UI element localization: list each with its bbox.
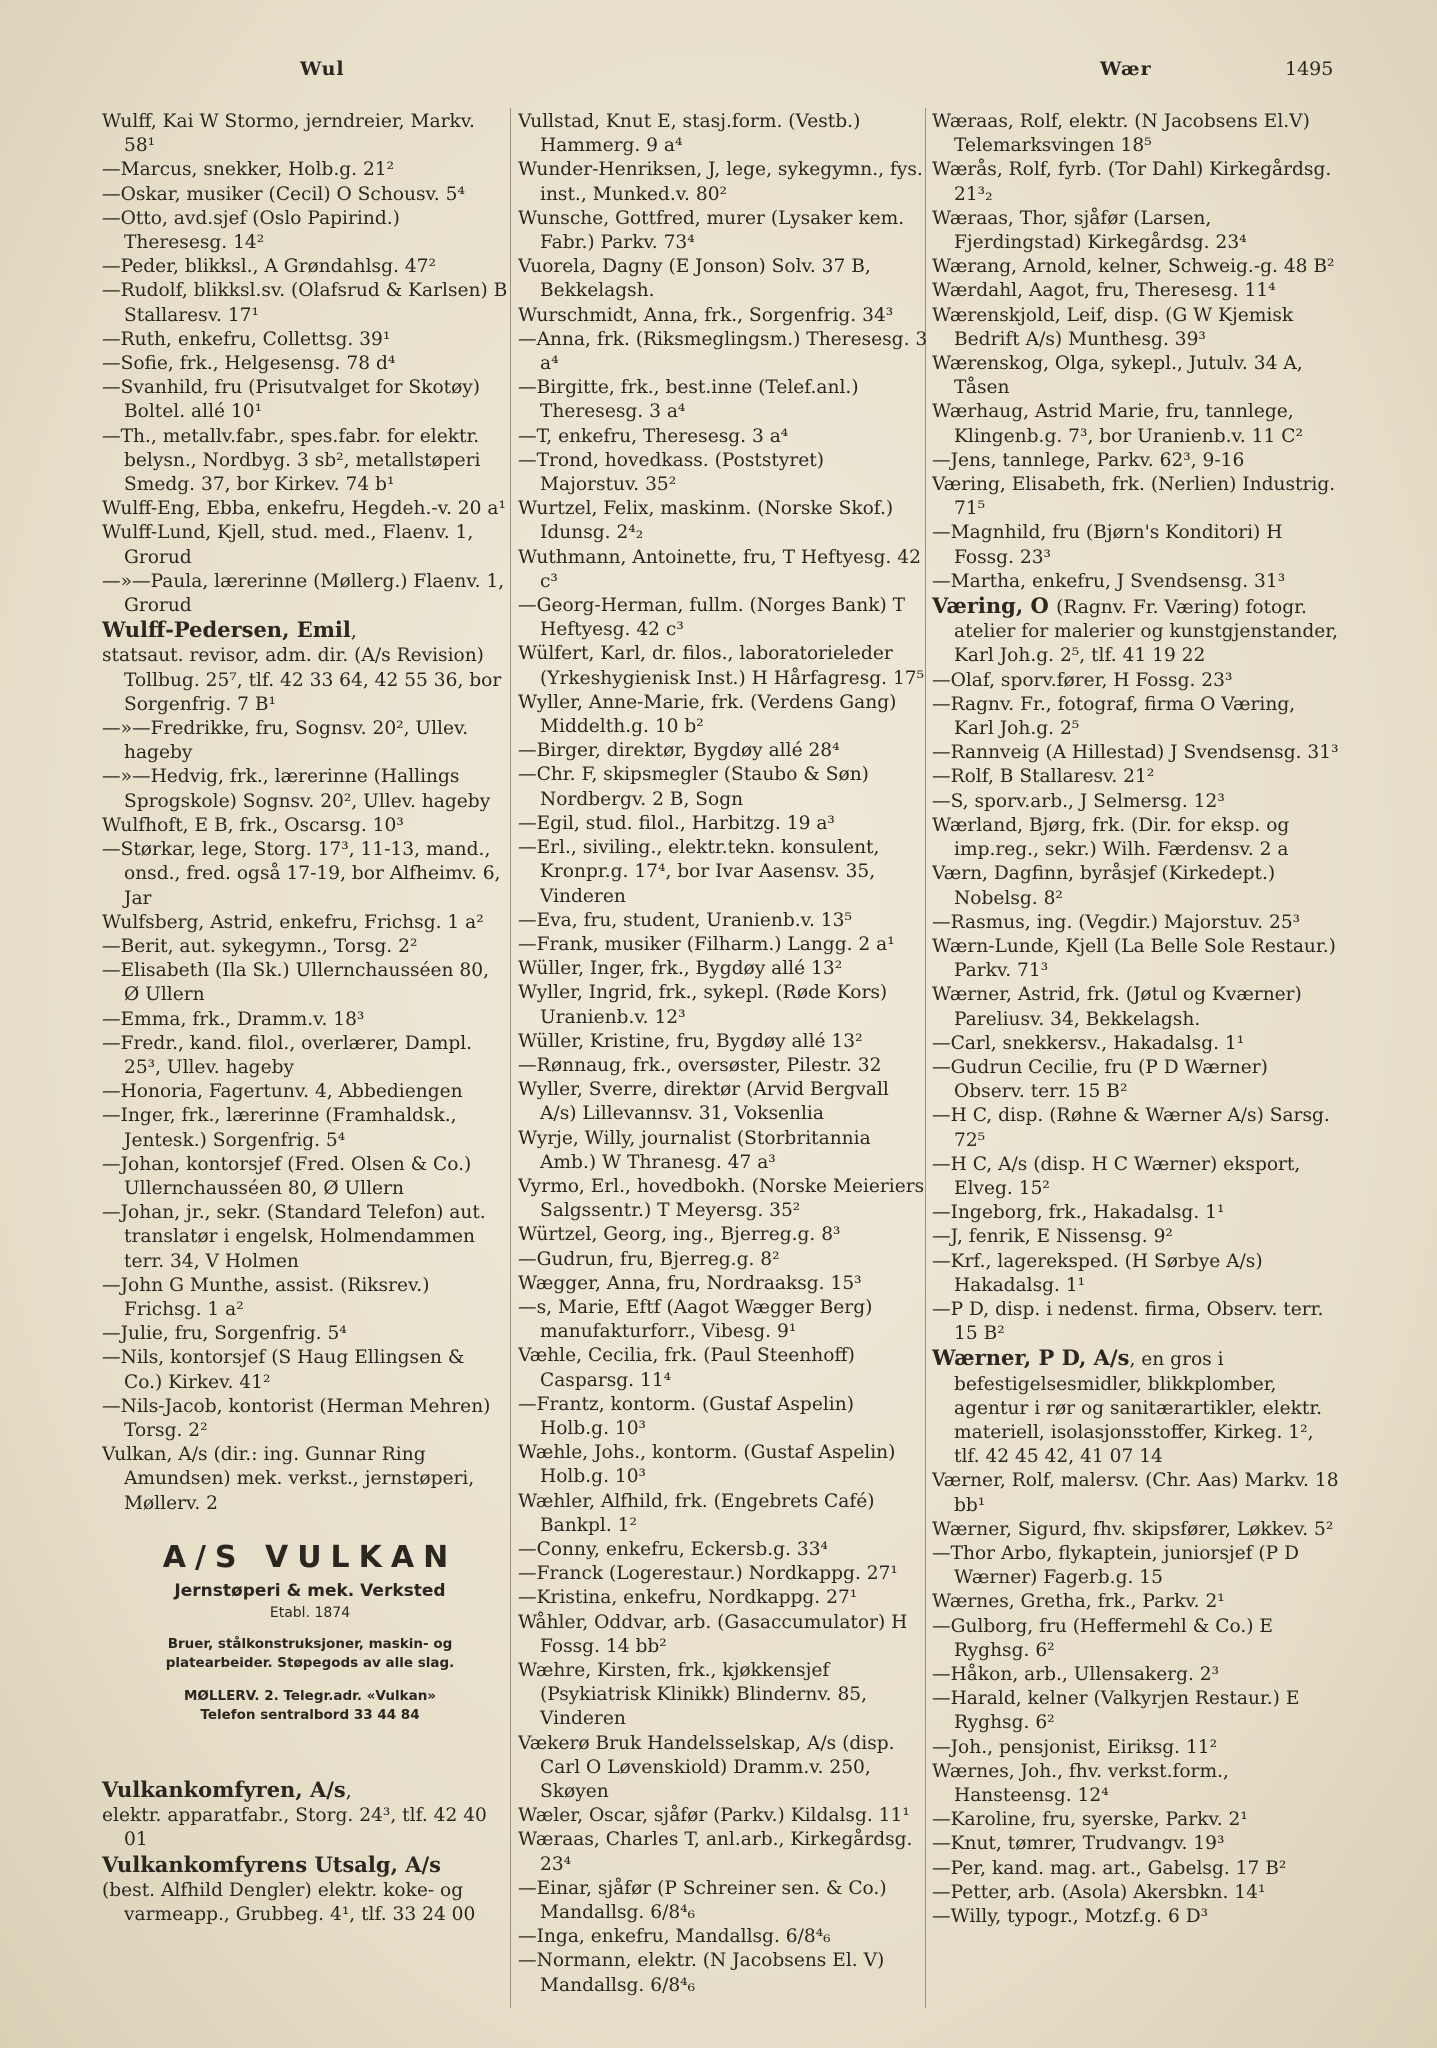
directory-entry: —Fredr., kand. filol., overlærer, Dampl. 25³, Ullev. hageby [102,1032,473,1078]
directory-entry: —Sofie, frk., Helgesensg. 78 d⁴ [102,353,396,375]
directory-entry: Wulff-Pedersen, Emil, [102,617,357,643]
column-rule [510,108,511,2008]
directory-entry: Wærner, Astrid, frk. (Jøtul og Kværner) Pareliusv. 34, Bekkelagsh. [932,984,1302,1030]
ad-line: platearbeider. Støpegods av alle slag. [165,1655,455,1671]
ad-line: Bruer, stålkonstruksjoner, maskin- og [167,1636,453,1652]
directory-entry: Værn, Dagfinn, byråsjef (Kirkedept.) Nobelsg. 8² [932,863,1276,909]
directory-entry: —Gudrun Cecilie, fru (P D Wærner) Observ. terr. 15 B² [932,1056,1268,1103]
directory-entry: Wæraas, Thor, sjåfør (Larsen, Fjerdingstad) Kirkegårdsg. 23⁴ [932,207,1247,254]
directory-entry: Würtzel, Georg, ing., Bjerreg.g. 8³ [518,1224,841,1246]
directory-entry: Vuorela, Dagny (E Jonson) Solv. 37 B, Bekkelagsh. [518,256,871,302]
directory-entry: Wurtzel, Felix, maskinm. (Norske Skof.) Idunsg. 2⁴₂ [518,498,894,544]
ad-phone: Telefon sentralbord 33 44 84 [200,1707,420,1723]
directory-entry: —Franck (Logerestaur.) Nordkappg. 27¹ [518,1563,898,1585]
directory-entry: —Willy, typogr., Motzf.g. 6 D³ [932,1906,1209,1928]
directory-entry: —Julie, fru, Sorgenfrig. 5⁴ [102,1323,347,1345]
directory-entry: —Inga, enkefru, Mandallsg. 6/8⁴₆ [518,1926,831,1948]
directory-entry: Wulff-Lund, Kjell, stud. med., Flaenv. 1, Grorud [102,522,474,568]
directory-entry: —Thor Arbo, flykaptein, juniorsjef (P D Wærner) Fagerb.g. 15 [932,1542,1300,1589]
directory-entry: Wærland, Bjørg, frk. (Dir. for eksp. og imp.reg., sekr.) Wilh. Færdensv. 2 a [932,814,1290,861]
directory-entry: Wærdahl, Aagot, fru, Theresesg. 11⁴ [932,280,1276,302]
directory-entry: Wulfsberg, Astrid, enkefru, Frichsg. 1 a² [102,911,484,933]
directory-entry: —Nils-Jacob, kontorist (Herman Mehren) Torsg. 2² [102,1395,491,1441]
directory-entry: Wærhaug, Astrid Marie, fru, tannlege, Klingenb.g. 7³, bor Uranienb.v. 11 C² [932,401,1303,447]
directory-entry: —Ragnv. Fr., fotograf, firma O Væring, Karl Joh.g. 2⁵ [932,693,1296,740]
directory-entry: Wærenskjold, Leif, disp. (G W Kjemisk Bedrift A/s) Munthesg. 39³ [932,304,1294,350]
directory-entry: Wærnes, Joh., fhv. verkst.form., Hansteensg. 12⁴ [932,1760,1229,1807]
directory-entry: Wåhler, Oddvar, arb. (Gasaccumulator) H Fossg. 14 bb² [518,1611,908,1657]
directory-entry: —»—Fredrikke, fru, Sognsv. 20², Ullev. hageby [102,718,469,764]
directory-entry: —Karoline, fru, syerske, Parkv. 2¹ [932,1809,1248,1831]
directory-entry: —Emma, frk., Dramm.v. 18³ [102,1008,365,1030]
directory-entry: —»—Hedvig, frk., lærerinne (Hallings Sprogskole) Sognsv. 20², Ullev. hageby [102,766,491,812]
directory-entry: Wyller, Sverre, direktør (Arvid Bergvall A/s) Lillevannsv. 31, Voksenlia [518,1079,889,1125]
directory-entry: —Berit, aut. sykegymn., Torsg. 2² [102,935,418,957]
page-number: 1495 [1285,58,1334,80]
directory-entry: —Birgitte, frk., best.inne (Telef.anl.) Theresesg. 3 a⁴ [518,377,859,423]
directory-entry: Vulkan, A/s (dir.: ing. Gunnar Ring Amundsen) mek. verkst., jernstøperi, Møllerv. 2 [102,1444,475,1514]
directory-entry: Wulfhoft, E B, frk., Oscarsg. 10³ [102,814,404,836]
directory-entry: —Birger, direktør, Bygdøy allé 28⁴ [518,740,840,762]
directory-entry: —P D, disp. i nedenst. firma, Observ. terr. 15 B² [932,1298,1324,1345]
directory-entry: —Marcus, snekker, Holb.g. 21² [102,159,395,181]
directory-entry: —Honoria, Fagertunv. 4, Abbediengen [102,1081,463,1103]
directory-entry: —Rannveig (A Hillestad) J Svendsensg. 31³ [932,742,1339,764]
directory-entry: —»—Paula, lærerinne (Møllerg.) Flaenv. 1, Grorud [102,570,505,617]
directory-entry: Vulkankomfyrens Utsalg, A/s [102,1851,441,1877]
directory-entry: —S, sporv.arb., J Selmersg. 12³ [932,790,1225,812]
column-3 [932,110,1340,2010]
directory-entry: —Joh., pensjonist, Eiriksg. 11² [932,1736,1218,1758]
directory-entry: —Nils, kontorsjef (S Haug Ellingsen & Co.) Kirkev. 41² [102,1347,465,1393]
directory-entry: —J, fenrik, E Nissensg. 9² [932,1226,1173,1248]
ad-established: Etabl. 1874 [269,1605,351,1621]
directory-entry: —Einar, sjåfør (P Schreiner sen. & Co.) Mandallsg. 6/8⁴₆ [518,1877,887,1924]
directory-entry: (best. Alfhild Dengler) elektr. koke- og varmeapp., Grubbeg. 4¹, tlf. 33 24 00 [102,1879,476,1926]
directory-entry: Wærner, P D, A/s, en gros i befestigelsesmidler, blikkplomber, agentur i rør og sanitærartikler, elektr. materiell, isolasjonsstoffer, Kirkeg. 1², tlf. 42 45 42, 41 07 14 [932,1345,1323,1468]
directory-entry: —Egil, stud. filol., Harbitzg. 19 a³ [518,812,835,834]
directory-entry: Wunder-Henriksen, J, lege, sykegymn., fys. inst., Munked.v. 80² [518,159,923,205]
directory-entry: —Otto, avd.sjef (Oslo Papirind.) Theresesg. 14² [102,207,400,254]
directory-entry: Wærn-Lunde, Kjell (La Belle Sole Restaur.) Parkv. 71³ [932,935,1336,982]
directory-entry: Wüller, Kristine, fru, Bygdøy allé 13² [518,1030,863,1052]
directory-entry: —Magnhild, fru (Bjørn's Konditori) H Fossg. 23³ [932,522,1283,568]
column-1-after-ad [102,1778,512,1927]
directory-entry: Wærenskog, Olga, sykepl., Jutulv. 34 A, Tåsen [932,353,1303,399]
directory-entry: —Petter, arb. (Asola) Akersbkn. 14¹ [932,1881,1266,1903]
directory-entry: —Per, kand. mag. art., Gabelsg. 17 B² [932,1857,1287,1879]
directory-entry: —Ruth, enkefru, Collettsg. 39¹ [102,328,391,350]
directory-entry: —Størkar, lege, Storg. 17³, 11-13, mand., onsd., fred. også 17-19, bor Alfheimv. 6, Jar [102,839,501,909]
directory-entry: Wærnes, Gretha, frk., Parkv. 2¹ [932,1591,1225,1613]
directory-entry: Wulff-Eng, Ebba, enkefru, Hegdeh.-v. 20 a¹ [102,498,506,520]
directory-entry: —Olaf, sporv.fører, H Fossg. 23³ [932,669,1233,691]
directory-entry: Wærner, Sigurd, fhv. skipsfører, Løkkev. 5² [932,1518,1334,1540]
directory-entry: —Rudolf, blikksl.sv. (Olafsrud & Karlsen) B Stallaresv. 17¹ [102,280,508,326]
directory-entry: Wulff, Kai W Stormo, jerndreier, Markv. 58¹ [102,111,475,157]
directory-entry: —Carl, snekkersv., Hakadalsg. 1¹ [932,1032,1245,1054]
directory-entry: —Th., metallv.fabr., spes.fabr. for elektr. belysn., Nordbyg. 3 sb², metallstøperi Smedg. 37, bor Kirkev. 74 b¹ [102,425,481,496]
directory-entry: —Kristina, enkefru, Nordkappg. 27¹ [518,1587,858,1609]
directory-entry: Wæraas, Charles T, anl.arb., Kirkegårdsg. 23⁴ [518,1829,913,1875]
directory-entry: —Krf., lagereksped. (H Sørbye A/s) Hakadalsg. 1¹ [932,1250,1263,1296]
directory-entry: —H C, A/s (disp. H C Wærner) eksport, Elveg. 15² [932,1153,1301,1199]
ad-subtitle: Jernstøperi & mek. Verksted [174,1581,446,1601]
directory-entry: Wyrje, Willy, journalist (Storbritannia Amb.) W Thranesg. 47 a³ [518,1127,871,1173]
directory-entry: —John G Munthe, assist. (Riksrev.) Frichsg. 1 a² [102,1274,430,1320]
directory-entry: Wurschmidt, Anna, frk., Sorgenfrig. 34³ [518,304,894,326]
directory-entry: —Johan, jr., sekr. (Standard Telefon) aut. translatør i engelsk, Holmendammen terr. 34, V Holmen [102,1202,486,1272]
directory-entry: —s, Marie, Eftf (Aagot Wægger Berg) manufakturforr., Vibesg. 9¹ [518,1296,873,1343]
ad-brand: A/S VULKAN [162,1540,458,1575]
directory-entry: Wyller, Ingrid, frk., sykepl. (Røde Kors) Uranienb.v. 12³ [518,982,888,1028]
directory-entry: —Oskar, musiker (Cecil) O Schousv. 5⁴ [102,183,465,205]
directory-entry: —Rasmus, ing. (Vegdir.) Majorstuv. 25³ [932,911,1301,933]
directory-entry: Wærang, Arnold, kelner, Schweig.-g. 48 B² [932,256,1335,278]
directory-entry: —Conny, enkefru, Eckersb.g. 33⁴ [518,1538,828,1560]
directory-entry: —Svanhild, fru (Prisutvalget for Skotøy) Boltel. allé 10¹ [102,377,481,423]
directory-entry: statsaut. revisor, adm. dir. (A/s Revision) Tollbug. 25⁷, tlf. 42 33 64, 42 55 36, bor Sorgenfrig. 7 B¹ [102,645,502,715]
directory-entry: —Frantz, kontorm. (Gustaf Aspelin) Holb.g. 10³ [518,1393,854,1439]
directory-entry: —Jens, tannlege, Parkv. 62³, 9-16 [932,449,1245,471]
directory-entry: —Peder, blikksl., A Grøndahlsg. 47² [102,256,436,278]
directory-entry: Wæhre, Kirsten, frk., kjøkkensjef (Psykiatrisk Klinikk) Blindernv. 85, Vinderen [518,1660,868,1730]
directory-entry: Vækerø Bruk Handelsselskap, A/s (disp. Carl O Løvenskiold) Dramm.v. 250, Skøyen [518,1732,895,1803]
directory-entry: Wuthmann, Antoinette, fru, T Heftyesg. 42 c³ [518,546,921,592]
directory-entry: —Knut, tømrer, Trudvangv. 19³ [932,1833,1225,1855]
running-head-right: Wær [1100,58,1152,80]
directory-entry: —Trond, hovedkass. (Poststyret) Majorstuv. 35² [518,449,824,496]
directory-entry: Wæhler, Alfhild, frk. (Engebrets Café) Bankpl. 1² [518,1490,875,1536]
directory-entry: —Johan, kontorsjef (Fred. Olsen & Co.) Ullernchausséen 80, Ø Ullern [102,1153,472,1199]
directory-entry: Vulkankomfyren, A/s, [102,1777,352,1802]
directory-entry: —Rønnaug, frk., oversøster, Pilestr. 32 [518,1054,882,1076]
directory-entry: Wæler, Oscar, sjåfør (Parkv.) Kildalsg. 11¹ [518,1805,910,1827]
directory-entry: —Frank, musiker (Filharm.) Langg. 2 a¹ [518,933,895,955]
directory-entry: —Georg-Herman, fullm. (Norges Bank) T Heftyesg. 42 c³ [518,595,906,641]
directory-entry: elektr. apparatfabr., Storg. 24³, tlf. 42 40 01 [102,1805,487,1851]
directory-entry: Vyrmo, Erl., hovedbokh. (Norske Meieriers Salgssentr.) T Meyersg. 35² [518,1175,925,1222]
directory-entry: —Martha, enkefru, J Svendsensg. 31³ [932,570,1286,592]
directory-entry: —Håkon, arb., Ullensakerg. 2³ [932,1664,1220,1685]
column-2 [518,110,928,2010]
directory-entry: Vullstad, Knut E, stasj.form. (Vestb.) Hammerg. 9 a⁴ [518,111,861,157]
directory-entry: —H C, disp. (Røhne & Wærner A/s) Sarsg. 72⁵ [932,1105,1330,1151]
directory-entry: —Inger, frk., lærerinne (Framhaldsk., Jentesk.) Sorgenfrig. 5⁴ [102,1105,457,1151]
directory-entry: Væhle, Cecilia, frk. (Paul Steenhoff) Casparsg. 11⁴ [518,1345,855,1391]
ad-address: MØLLERV. 2. Telegr.adr. «Vulkan» [183,1688,437,1704]
directory-entry: Wunsche, Gottfred, murer (Lysaker kem. Fabr.) Parkv. 73⁴ [518,207,905,254]
directory-entry: —Elisabeth (Ila Sk.) Ullernchausséen 80, Ø Ullern [102,960,490,1006]
directory-entry: —Rolf, B Stallaresv. 21² [932,766,1155,788]
directory-entry: Wæhle, Johs., kontorm. (Gustaf Aspelin) Holb.g. 10³ [518,1442,896,1488]
directory-entry: Væring, O (Ragnv. Fr. Væring) fotogr. atelier for malerier og kunstgjenstander, Karl Joh.g. 2⁵, tlf. 41 19 22 [932,593,1339,667]
directory-entry: —Gudrun, fru, Bjerreg.g. 8² [518,1248,780,1270]
directory-entry: —Anna, frk. (Riksmeglingsm.) Theresesg. 3 a⁴ [518,328,928,375]
running-head-left: Wul [300,58,345,80]
directory-entry: Wülfert, Karl, dr. filos., laboratorieleder (Yrkeshygienisk Inst.) H Hårfagresg. 17⁵ [518,643,925,689]
directory-entry: —Harald, kelner (Valkyrjen Restaur.) E Ryghsg. 6² [932,1688,1300,1734]
directory-entry: —Normann, elektr. (N Jacobsens El. V) Mandallsg. 6/8⁴₆ [518,1950,885,1996]
directory-entry: —Ingeborg, frk., Hakadalsg. 1¹ [932,1202,1225,1224]
directory-entry: —T, enkefru, Theresesg. 3 a⁴ [518,425,789,447]
directory-entry: Wæraas, Rolf, elektr. (N Jacobsens El.V) Telemarksvingen 18⁵ [932,111,1310,157]
directory-entry: Værner, Rolf, malersv. (Chr. Aas) Markv. 18 bb¹ [932,1470,1339,1516]
directory-entry: Væring, Elisabeth, frk. (Nerlien) Industrig. 71⁵ [932,474,1336,520]
column-1 [102,110,508,1520]
directory-entry: Wægger, Anna, fru, Nordraaksg. 15³ [518,1272,862,1294]
directory-entry: Wyller, Anne-Marie, frk. (Verdens Gang) Middelth.g. 10 b² [518,691,897,738]
directory-entry: —Erl., siviling., elektr.tekn. konsulent, Kronpr.g. 17⁴, bor Ivar Aasensv. 35, Vinderen [518,837,880,907]
directory-entry: Wærås, Rolf, fyrb. (Tor Dahl) Kirkegårdsg. 21³₂ [932,159,1332,205]
directory-entry: —Gulborg, fru (Heffermehl & Co.) E Ryghsg. 6² [932,1615,1273,1661]
directory-entry: —Chr. F, skipsmegler (Staubo & Søn) Nordbergv. 2 B, Sogn [518,764,869,810]
directory-entry: Wüller, Inger, frk., Bygdøy allé 13² [518,958,843,980]
vulkan-advertisement [110,1540,510,1725]
directory-entry: —Eva, fru, student, Uranienb.v. 13⁵ [518,909,852,931]
